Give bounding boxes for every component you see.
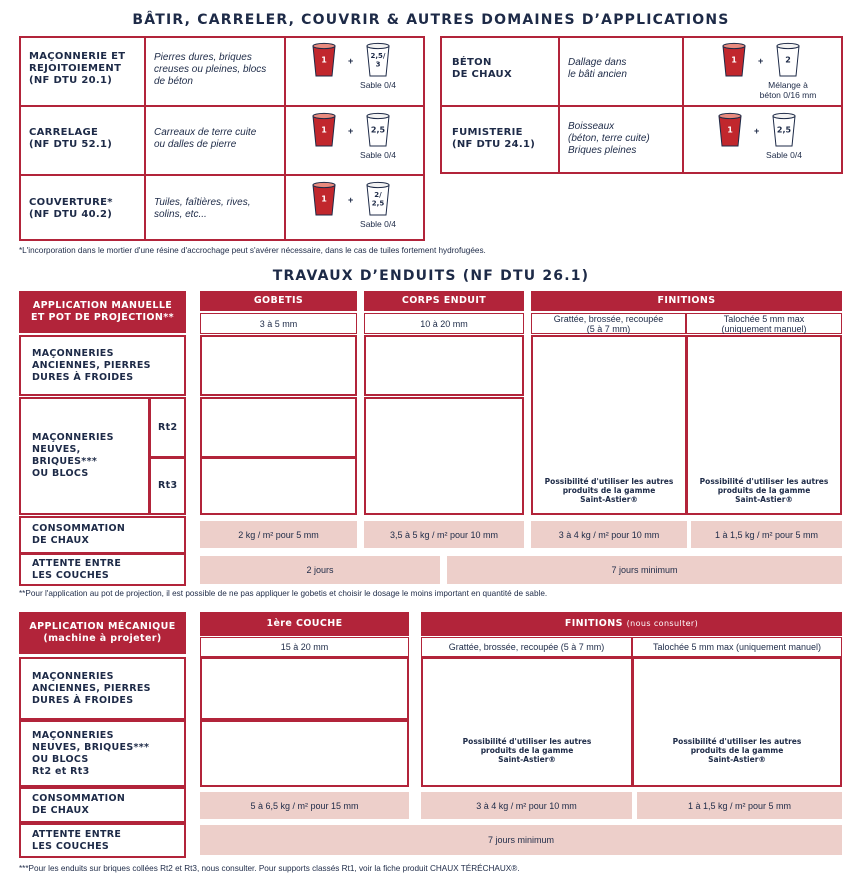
plus-sign: + xyxy=(348,126,354,136)
manual-rt3: Rt3 xyxy=(149,457,186,515)
svg-text:2/: 2/ xyxy=(374,190,382,199)
beton-label: BÉTON DE CHAUX xyxy=(452,57,512,80)
couverture-sand-label: Sable 0/4 xyxy=(360,219,396,229)
meca-conso-fin2: 1 à 1,5 kg / m² pour 5 mm xyxy=(637,792,842,819)
manual-row-neuf: MAÇONNERIES NEUVES, BRIQUES*** OU BLOCS xyxy=(19,397,150,515)
footnote-pot: **Pour l'application au pot de projection, il est possible de ne pas appliquer le gobetis et choisir le dosage le moins important en quantité de sable. xyxy=(19,589,548,598)
meca-fin2-possible: Possibilité d'utiliser les autres produits de la gamme Saint-Astier® xyxy=(672,737,802,764)
manual-row-attente: ATTENTE ENTRE LES COUCHES xyxy=(19,553,186,586)
corps-header: CORPS ENDUIT xyxy=(364,291,524,311)
meca-row-attente: ATTENTE ENTRE LES COUCHES xyxy=(19,823,186,858)
meca-fin1-subheader: Grattée, brossée, recoupée (5 à 7 mm) xyxy=(421,637,632,657)
conso-fin2: 1 à 1,5 kg / m² pour 5 mm xyxy=(691,521,842,548)
gobetis-header: GOBETIS xyxy=(200,291,357,311)
carrelage-label: CARRELAGE (NF DTU 52.1) xyxy=(29,127,113,150)
svg-text:1: 1 xyxy=(321,194,327,204)
attente-7-jours: 7 jours minimum xyxy=(447,556,842,584)
manual-row-ancien: MAÇONNERIES ANCIENNES, PIERRES DURES À FROIDES xyxy=(19,335,186,396)
manual-header: APPLICATION MANUELLE ET POT DE PROJECTION** xyxy=(19,291,186,333)
svg-text:3: 3 xyxy=(375,60,381,69)
fumisterie-sand-cup xyxy=(771,112,797,153)
conso-corps: 3,5 à 5 kg / m² pour 10 mm xyxy=(364,521,524,548)
meca-row-ancien: MAÇONNERIES ANCIENNES, PIERRES DURES À FROIDES xyxy=(19,657,186,720)
meca-header: APPLICATION MÉCANIQUE (machine à projeter) xyxy=(19,612,186,654)
plus-sign: + xyxy=(348,56,354,66)
conso-gobetis: 2 kg / m² pour 5 mm xyxy=(200,521,357,548)
carrelage-desc: Carreaux de terre cuite ou dalles de pierre xyxy=(154,127,257,150)
meca-finitions-header: FINITIONS (nous consulter) xyxy=(421,612,842,636)
section-title-enduits: TRAVAUX D’ENDUITS (NF DTU 26.1) xyxy=(272,268,590,284)
beton-desc: Dallage dans le bâti ancien xyxy=(568,57,627,80)
svg-text:2,5: 2,5 xyxy=(370,125,386,135)
fin1-possible: Possibilité d'utiliser les autres produits de la gamme Saint-Astier® xyxy=(544,477,674,504)
conso-couche1: 5 à 6,5 kg / m² pour 15 mm xyxy=(200,792,409,819)
plus-sign: + xyxy=(758,56,764,66)
meca-row-conso: CONSOMMATION DE CHAUX xyxy=(19,787,186,823)
maconnerie-desc: Pierres dures, briques creuses ou pleines, blocs de béton xyxy=(154,52,267,87)
meca-attente: 7 jours minimum xyxy=(200,825,842,855)
svg-text:2: 2 xyxy=(785,55,791,65)
manual-row-conso: CONSOMMATION DE CHAUX xyxy=(19,516,186,554)
svg-text:2,5/: 2,5/ xyxy=(370,51,386,60)
manual-rt2: Rt2 xyxy=(149,397,186,458)
meca-conso-fin1: 3 à 4 kg / m² pour 10 mm xyxy=(421,792,632,819)
conso-fin1: 3 à 4 kg / m² pour 10 mm xyxy=(531,521,687,548)
svg-text:2,5: 2,5 xyxy=(371,199,385,208)
gobetis-thickness: 3 à 5 mm xyxy=(200,313,357,334)
couche1-header: 1ère COUCHE xyxy=(200,612,409,636)
footnote-briques: ***Pour les enduits sur briques collées Rt2 et Rt3, nous consulter. Pour supports classés Rt1, voir la fiche produit CHAUX TÉRÉCHAUX®. xyxy=(19,864,520,873)
plus-sign: + xyxy=(348,195,354,205)
svg-text:1: 1 xyxy=(727,125,733,135)
attente-2-jours: 2 jours xyxy=(200,556,440,584)
couverture-sand-cup xyxy=(365,181,391,222)
maconnerie-sand-label: Sable 0/4 xyxy=(360,80,396,90)
couverture-lime-cup xyxy=(311,181,337,222)
section-title-applications: BÂTIR, CARRELER, COUVRIR & AUTRES DOMAINES D’APPLICATIONS xyxy=(132,12,730,28)
fumisterie-label: FUMISTERIE (NF DTU 24.1) xyxy=(452,127,536,150)
svg-text:1: 1 xyxy=(731,55,737,65)
svg-text:2,5: 2,5 xyxy=(776,125,792,135)
meca-fin2-subheader: Talochée 5 mm max (uniquement manuel) xyxy=(632,637,842,657)
maconnerie-lime-cup xyxy=(311,42,337,83)
fumisterie-lime-cup xyxy=(717,112,743,153)
meca-fin1-possible: Possibilité d'utiliser les autres produits de la gamme Saint-Astier® xyxy=(462,737,592,764)
fumisterie-sand-label: Sable 0/4 xyxy=(766,150,802,160)
svg-text:1: 1 xyxy=(321,125,327,135)
beton-lime-cup xyxy=(721,42,747,83)
carrelage-lime-cup xyxy=(311,112,337,153)
corps-thickness: 10 à 20 mm xyxy=(364,313,524,334)
couverture-desc: Tuiles, faîtières, rives, solins, etc... xyxy=(154,197,251,220)
svg-text:1: 1 xyxy=(321,55,327,65)
maconnerie-sand-cup xyxy=(365,42,391,83)
couverture-label: COUVERTURE* (NF DTU 40.2) xyxy=(29,197,113,220)
footnote-resine: *L'incorporation dans le mortier d'une résine d'accrochage peut s'avérer nécessaire, dans le cas de tuiles fortement hydrofugées. xyxy=(19,246,486,255)
maconnerie-label: MAÇONNERIE ET REJOITOIEMENT (NF DTU 20.1) xyxy=(29,51,126,86)
carrelage-sand-label: Sable 0/4 xyxy=(360,150,396,160)
couche1-thickness: 15 à 20 mm xyxy=(200,637,409,657)
plus-sign: + xyxy=(754,126,760,136)
meca-row-neuf: MAÇONNERIES NEUVES, BRIQUES*** OU BLOCS Rt2 et Rt3 xyxy=(19,720,186,787)
finitions-header: FINITIONS xyxy=(531,291,842,311)
fin2-subheader: Talochée 5 mm max (uniquement manuel) xyxy=(686,313,842,334)
carrelage-sand-cup xyxy=(365,112,391,153)
beton-sand-label: Mélange à béton 0/16 mm xyxy=(759,80,817,100)
fin1-subheader: Grattée, brossée, recoupée (5 à 7 mm) xyxy=(531,313,686,334)
beton-sand-cup xyxy=(775,42,801,83)
fin2-possible: Possibilité d'utiliser les autres produits de la gamme Saint-Astier® xyxy=(699,477,829,504)
fumisterie-desc: Boisseaux (béton, terre cuite) Briques pleines xyxy=(568,121,650,156)
